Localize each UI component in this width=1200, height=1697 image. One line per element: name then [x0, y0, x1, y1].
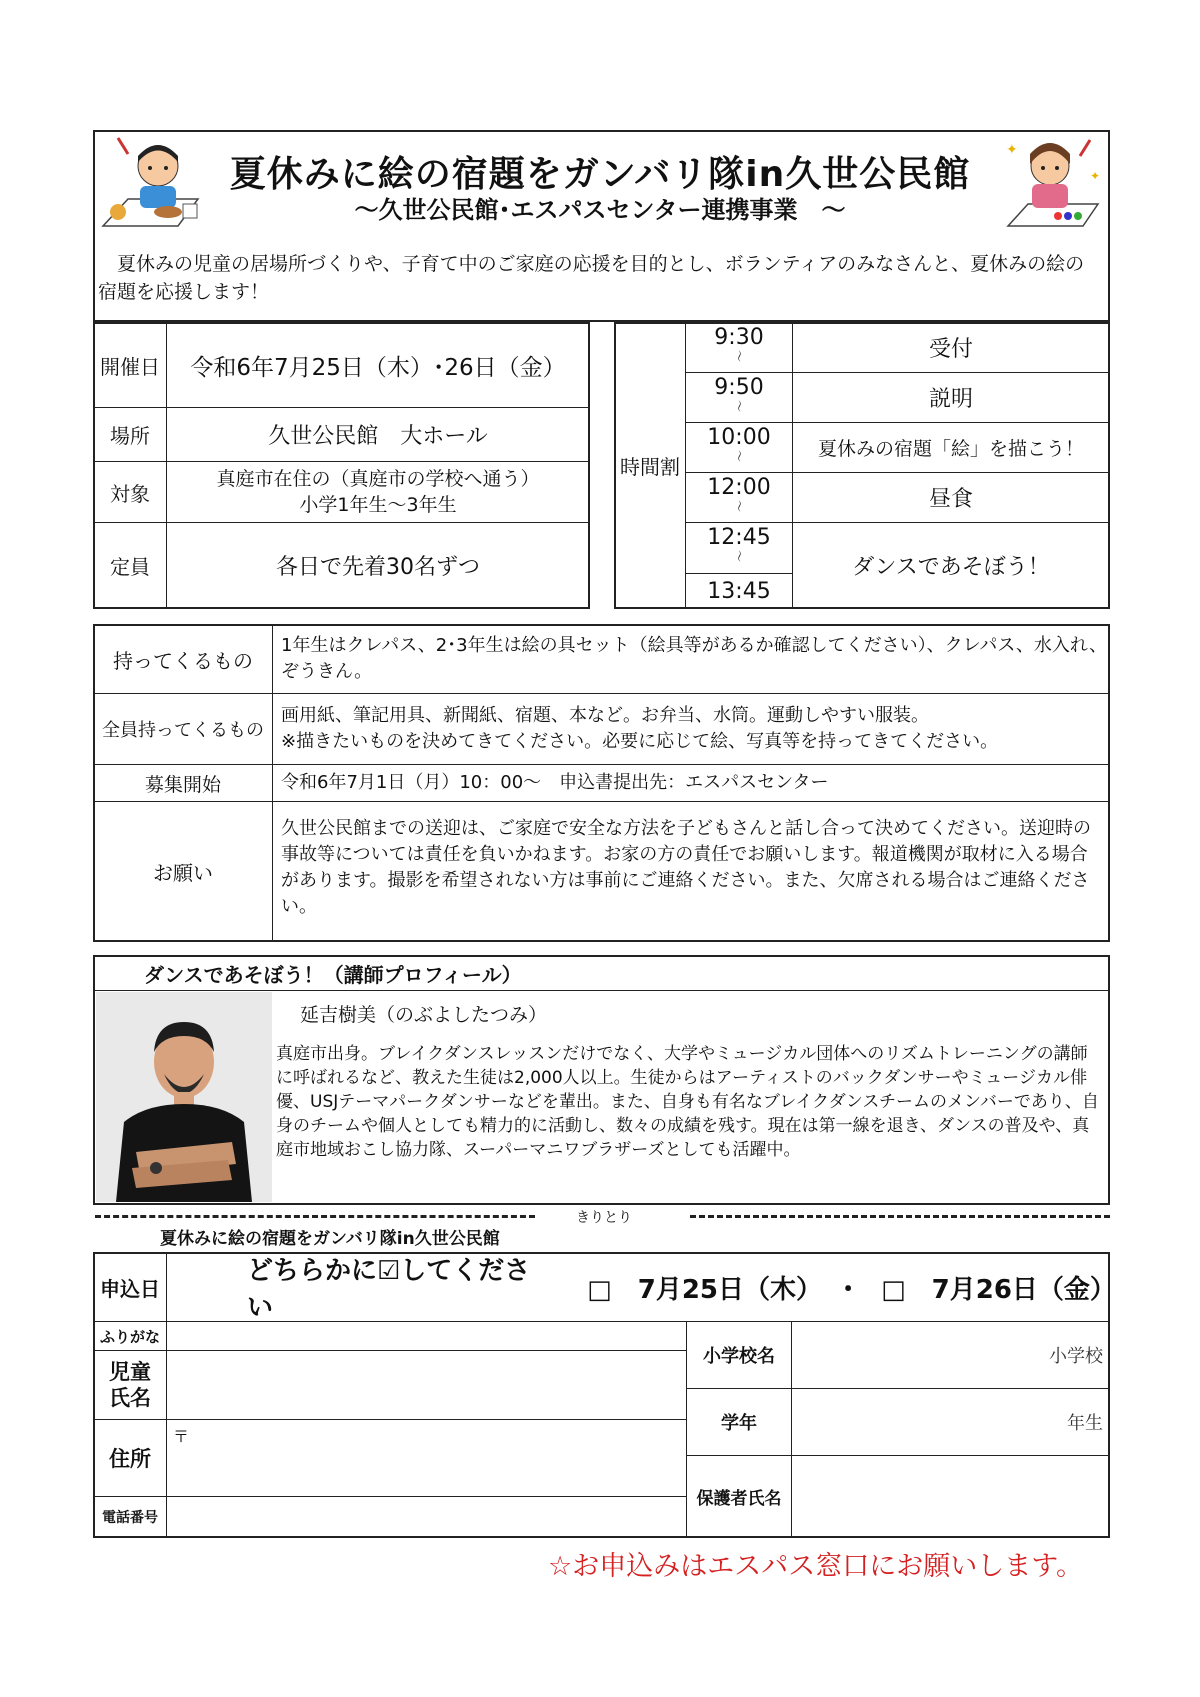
schedule-time-cell [685, 322, 793, 373]
schedule-tilde: ～ [731, 399, 746, 413]
schedule-tilde: ～ [731, 449, 746, 463]
girl-painting-illustration [998, 134, 1106, 234]
intro-text: 夏休みの児童の居場所づくりや、子育て中のご家庭の応援を目的とし、ボランティアのみなさんと、夏休みの絵の宿題を応援します！ [98, 253, 1085, 303]
child-name-label: 児童氏名 [93, 1350, 167, 1420]
bring-label: 持ってくるもの [93, 624, 273, 694]
school-suffix: 小学校 [1049, 1346, 1103, 1367]
all-bring-value [272, 693, 1110, 765]
schedule-time: 9:50 [714, 375, 764, 400]
schedule-tilde: ～ [731, 349, 746, 363]
all-bring-line2: ※描きたいものを決めてきてください。必要に応じて絵、写真等を持ってきてください。 [281, 731, 999, 752]
bring-value: 1年生はクレパス、2･3年生は絵の具セット（絵具等があるか確認してください）、クレパス、水入れ、ぞうきん。 [272, 624, 1110, 694]
grade-label: 学年 [686, 1388, 792, 1456]
cut-line-right [690, 1215, 1110, 1218]
option-separator: ・ [835, 1274, 862, 1305]
form-title: 夏休みに絵の宿題をガンバリ隊in久世公民館 [160, 1229, 500, 1249]
schedule-time: 12:00 [707, 475, 771, 500]
schedule-time-cell [685, 573, 793, 609]
instructor-photo [96, 992, 272, 1202]
date-value: 令和6年7月25日（木）･26日（金） [166, 322, 590, 408]
apply-date-label: 申込日 [93, 1252, 167, 1322]
schedule-time-cell [685, 472, 793, 523]
recruit-label: 募集開始 [93, 764, 273, 802]
furigana-field[interactable] [166, 1321, 687, 1351]
address-label: 住所 [93, 1419, 167, 1497]
schedule-time: 12:45 [707, 525, 771, 550]
postal-mark: 〒 [173, 1427, 190, 1446]
page-title: 夏休みに絵の宿題をガンバリ隊in久世公民館 [229, 154, 971, 195]
guardian-label: 保護者氏名 [686, 1455, 792, 1538]
svg-text:✦: ✦ [1006, 142, 1018, 158]
school-field[interactable] [791, 1321, 1110, 1389]
schedule-event: 夏休みの宿題「絵」を描こう！ [792, 422, 1110, 473]
address-field[interactable] [166, 1419, 687, 1497]
page-subtitle: ～久世公民館･エスパスセンター連携事業 ～ [354, 196, 846, 224]
profile-heading: ダンスであそぼう！（講師プロフィール） [93, 955, 1110, 991]
schedule-time-cell [685, 522, 793, 574]
schedule-time: 9:30 [714, 325, 764, 350]
apply-date-row [166, 1252, 1116, 1323]
grade-suffix: 年生 [1067, 1413, 1103, 1434]
cut-label: きりとり [576, 1210, 632, 1226]
recruit-value: 令和6年7月1日（月）10：00～ 申込書提出先：エスパスセンター [272, 764, 1110, 802]
phone-field[interactable] [166, 1496, 687, 1538]
capacity-label: 定員 [93, 522, 167, 609]
schedule-time: 13:45 [707, 578, 771, 604]
place-label: 場所 [93, 407, 167, 462]
schedule-event: 昼食 [792, 472, 1110, 523]
svg-text:✦: ✦ [1090, 169, 1101, 183]
instructor-name: 延吉樹美（のぶよしたつみ） [300, 1004, 548, 1026]
child-name-field[interactable] [166, 1350, 687, 1420]
schedule-tilde: ～ [731, 499, 746, 513]
target-value-line2: 小学1年生～3年生 [299, 494, 457, 516]
date-option-0726[interactable]: □ 7月26日（金） [881, 1274, 1116, 1305]
schedule-event: 受付 [792, 322, 1110, 373]
footer-note: ☆お申込みはエスパス窓口にお願いします。 [548, 1551, 1084, 1582]
schedule-time-cell [685, 372, 793, 423]
grade-field[interactable] [791, 1388, 1110, 1456]
phone-label: 電話番号 [93, 1496, 167, 1538]
schedule-time: 10:00 [707, 425, 771, 450]
place-value: 久世公民館 大ホール [166, 407, 590, 462]
all-bring-label: 全員持ってくるもの [93, 693, 273, 765]
boy-painting-illustration [98, 134, 208, 234]
capacity-value: 各日で先着30名ずつ [166, 522, 590, 609]
schedule-time-cell [685, 422, 793, 473]
schedule-label: 時間割 [614, 322, 686, 609]
schedule-event: 説明 [792, 372, 1110, 423]
schedule-event: ダンスであそぼう！ [792, 522, 1110, 609]
schedule-tilde: ～ [731, 549, 746, 563]
instructor-bio: 真庭市出身。ブレイクダンスレッスンだけでなく、大学やミュージカル団体へのリズムトレーニングの講師に呼ばれるなど、教えた生徒は2,000人以上。生徒からはアーティストのバックダンサーやミュージカル俳優、USJテーマパークダンサーなどを輩出。また、自身も有名なブレイクダンスチームのメンバーであり、自身のチームや個人としても精力的に活動し、数々の成績を残す。現在は第一線を退き、ダンスの普及や、真庭市地域おこし協力隊、スーパーマニワブラザーズとしても活躍中。 [276, 1044, 1099, 1160]
date-label: 開催日 [93, 322, 167, 408]
all-bring-line1: 画用紙、筆記用具、新聞紙、宿題、本など。お弁当、水筒。運動しやすい服装。 [281, 705, 929, 726]
guardian-field[interactable] [791, 1455, 1110, 1538]
date-option-0725[interactable]: □ 7月25日（木） [587, 1274, 823, 1305]
target-label: 対象 [93, 461, 167, 523]
cut-line-left [95, 1215, 535, 1218]
target-value [166, 461, 590, 523]
choose-instruction: どちらかに☑してください [247, 1256, 531, 1323]
request-label: お願い [93, 801, 273, 942]
request-value: 久世公民館までの送迎は、ご家庭で安全な方法を子どもさんと話し合って決めてください。送迎時の事故等については責任を負いかねます。お家の方の責任でお願いします。報道機関が取材に入る場合があります。撮影を希望されない方は事前にご連絡ください。また、欠席される場合はご連絡ください。 [272, 801, 1110, 942]
furigana-label: ふりがな [93, 1321, 167, 1351]
school-label: 小学校名 [686, 1321, 792, 1389]
target-value-line1: 真庭市在住の（真庭市の学校へ通う） [216, 468, 540, 490]
